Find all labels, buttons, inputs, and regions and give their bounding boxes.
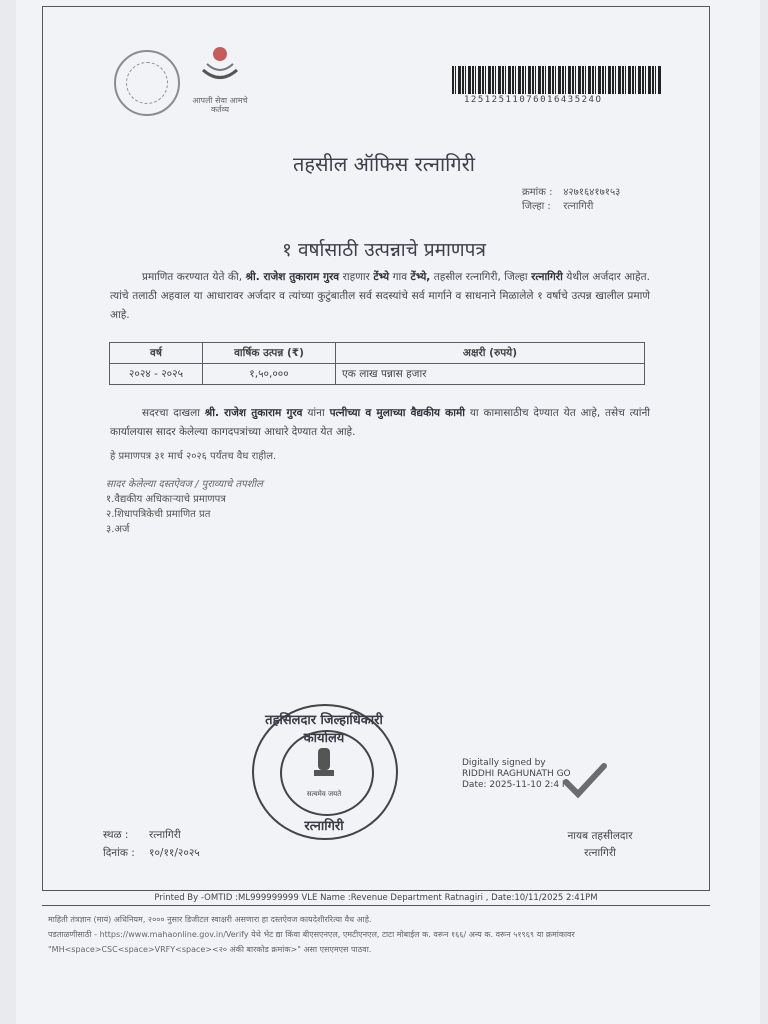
office-stamp [252, 704, 398, 840]
maharashtra-seal-icon [114, 50, 180, 116]
income-words-cell: एक लाख पन्नास हजार [336, 364, 645, 385]
hands-logo-icon [195, 40, 245, 90]
place-label: स्थळ : [103, 829, 129, 841]
officer-location: रत्नागिरी [584, 847, 616, 859]
certificate-title: १ वर्षासाठी उत्पन्नाचे प्रमाणपत्र [282, 239, 486, 261]
list-item: २.शिधापत्रिकेची प्रमाणित प्रत [106, 509, 211, 520]
purpose-paragraph: सदरचा दाखला श्री. राजेश तुकाराम गुरव यांना पत्नीच्या व मुलाच्या वैद्यकीय कामी या कामासाठीच देण्यात येत आहे, तसेच त्यांनी कार्यालयास सादर केलेल्या कागदपत्रांच्या आधारे देण्यात येत आहे. [110, 407, 651, 438]
income-table [109, 342, 645, 385]
income-cell: १,५०,००० [203, 364, 336, 385]
number-label: क्रमांक : [522, 187, 553, 198]
aapli-seva-logo [190, 40, 250, 120]
place-date [103, 826, 200, 862]
applicant-name: श्री. राजेश तुकाराम गुरव [245, 271, 340, 283]
signature-valid-check-icon [560, 760, 610, 800]
digital-signature: Digitally signed by RIDDHI RAGHUNATH GO Date: 2025-11-10 2:4 M [462, 758, 571, 790]
office-title: तहसील ऑफिस रत्नागिरी [293, 152, 475, 176]
certificate-meta [522, 186, 620, 214]
table-row [110, 364, 645, 385]
validity-note: हे प्रमाणपत्र ३१ मार्च २०२६ पर्यंतच वैध राहील. [110, 451, 277, 462]
list-item: १.वैद्यकीय अधिकाऱ्याचे प्रमाणपत्र [106, 494, 226, 505]
table-header: वर्ष [110, 343, 203, 364]
village-name: टेंभ्ये [373, 271, 390, 283]
date-label: दिनांक : [103, 847, 135, 859]
place-value: रत्नागिरी [149, 829, 181, 841]
officer-designation [540, 828, 660, 862]
year-cell: २०२४ - २०२५ [110, 364, 203, 385]
district-value: रत्नागिरी [563, 201, 594, 212]
documents-title: सादर केलेल्या दस्तऐवज / पुराव्याचे तपशील [106, 479, 263, 490]
stamp-motto: सत्यमेव जयते [306, 790, 342, 798]
stamp-bottom-text: रत्नागिरी [304, 819, 344, 834]
logo-caption: आपली सेवा आमचे कर्तव्य [192, 96, 248, 114]
ashoka-emblem-icon [309, 744, 339, 784]
footer-notes: माहिती तंत्रज्ञान (मायं) अधिनियम, २००० नुसार डिजीटल स्वाक्षरी असणारा हा दस्तऐवज कायदेशीररित्या वैध आहे. पडताळणीसाठी - https://www.mahaonline.gov.in/Verify येथे भेट द्या किंवा बीएसएनएल, एमटीएनएल, टाटा मोबाईल क. वरून १६६/ अन्य क. वरून ५१९६९ या क्रमांकावर "MH<space>CSC<space>VRFY<space><२० अंकी बारकोड क्रमांक>" असा एसएमएस पाठवा. [48, 915, 575, 954]
barcode [452, 66, 662, 94]
table-header: अक्षरी (रुपये) [336, 343, 645, 364]
printed-by-line: Printed By -OMTID :ML999999999 VLE Name :Revenue Department Ratnagiri , Date:10/11/2025 2:41PM [42, 890, 710, 906]
district-label: जिल्हा : [522, 201, 551, 212]
list-item: ३.अर्ज [106, 524, 130, 535]
officer-title: नायब तहसीलदार [567, 830, 633, 842]
date-value: १०/११/२०२५ [149, 847, 200, 859]
table-header: वार्षिक उत्पन्न (₹) [203, 343, 336, 364]
certificate-number: ४२७१६४१७१५३ [563, 187, 621, 198]
stamp-top-text: तहसिलदार जिल्हाधिकारी कार्यालय [265, 713, 383, 746]
documents-list [106, 492, 226, 537]
purpose-reason: पत्नीच्या व मुलाच्या वैद्यकीय कामी [329, 407, 465, 419]
barcode-number: 1251251107601643524О [464, 95, 603, 105]
intro-paragraph: प्रमाणित करण्यात येते की, श्री. राजेश तुकाराम गुरव राहणार टेंभ्ये गाव टेंभ्ये, तहसील रत्नागिरी, जिल्हा रत्नागिरी येथील अर्जदार आहेत. त्यांचे तलाठी अहवाल या आधारावर अर्जदार व त्यांच्या कुटुंबातील सर्व सदस्यांचे सर्व मार्गाने व साधनाने मिळालेले १ वर्षाचे उत्पन्न खालील प्रमाणे आहे. [110, 271, 650, 321]
